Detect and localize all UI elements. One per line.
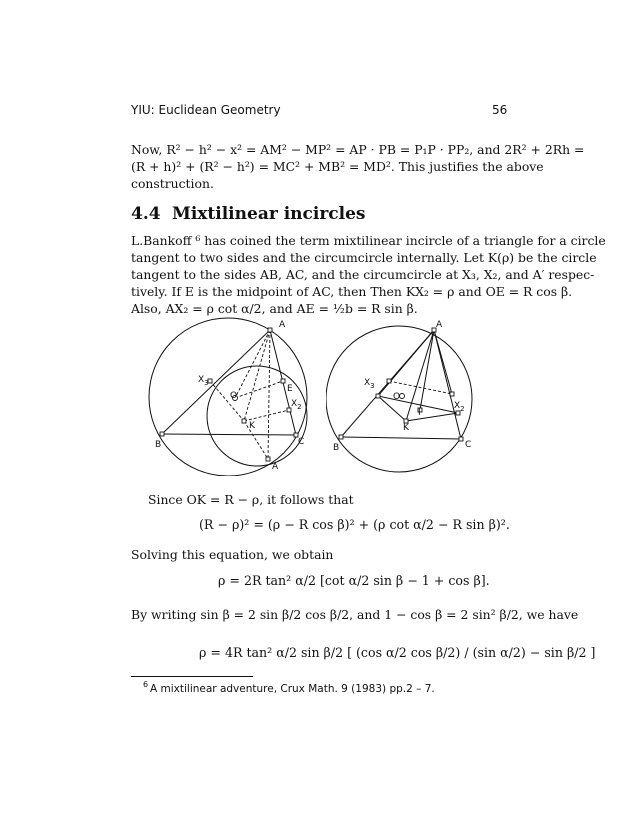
point-b [339,435,343,439]
intro-line-2: (R + h)² + (R² − h²) = MC² + MB² = MD². This justifies the above [131,159,544,174]
label-o: O [230,391,238,401]
section-number: 4.4 [131,204,161,224]
equation-1: (R − ρ)² = (ρ − R cos β)² + (ρ cot α/2 − R sin β)². [199,517,510,532]
point-x3 [376,394,380,398]
figure-incenter-on-chord [326,314,488,476]
equation-2: ρ = 2R tan² α/2 [cot α/2 sin β − 1 + cos β]. [218,573,490,588]
label-x2: $X_2$ [454,401,465,413]
label-x2: $X_2$ [291,399,302,411]
point-b [160,432,164,436]
page-number: 56 [492,103,508,117]
footnote-rule [131,676,253,677]
label-o: O [393,392,401,402]
point-c [459,437,463,441]
point-e [450,392,454,396]
footnote-marker: 6 [143,680,149,689]
label-c: C [465,440,472,450]
point-upper [387,379,391,383]
circumcircle [149,318,307,476]
label-b: B [155,440,162,450]
mixtilinear-incircle [207,366,307,466]
body-line-5: Also, AX₂ = ρ cot α/2, and AE = ½b = R sin β. [131,301,418,316]
label-k: K [403,423,409,433]
label-a: A [279,320,286,330]
point-a [268,328,272,332]
point-k [242,419,246,423]
section-title: Mixtilinear incircles [172,204,366,224]
point-o [400,394,405,399]
point-e [281,379,285,383]
solving-line: Solving this equation, we obtain [131,547,334,562]
body-line-4: tively. If E is the midpoint of AC, then Then KX₂ = ρ and OE = R cos β. [131,284,573,299]
figure-mixtilinear-construction [140,314,320,476]
writing-line: By writing sin β = 2 sin β/2 cos β/2, and 1 − cos β = 2 sin² β/2, we have [131,607,579,622]
body-line-3: tangent to the sides AB, AC, and the circumcircle at X₃, X₂, and A′ respec- [131,267,595,282]
label-b: B [333,443,340,453]
since-line: Since OK = R − ρ, it follows that [148,492,354,507]
point-a-prime [266,457,270,461]
footnote-text: A mixtilinear adventure, Crux Math. 9 (1983) pp.2 – 7. [150,683,435,695]
body-line-2: tangent to two sides and the circumcircle internally. Let K(ρ) be the circle [131,250,597,265]
label-e: E [287,384,293,394]
equation-3: ρ = 4R tan² α/2 sin β/2 [ (cos α/2 cos β/2) / (sin α/2) − sin β/2 ] [199,645,596,660]
triangle-abc [341,330,461,439]
label-a: A [436,320,443,330]
label-a-prime: A′ [272,459,280,472]
label-k: K [249,421,255,431]
body-line-1: L.Bankoff ⁶ has coined the term mixtilinear incircle of a triangle for a circle [131,233,606,248]
intro-line-1: Now, R² − h² − x² = AM² − MP² = AP · PB = P₁P · PP₂, and 2R² + 2Rh = [131,142,585,157]
label-x3: $X_3$ [364,378,375,390]
label-i: I [418,408,421,418]
running-header-title: YIU: Euclidean Geometry [131,103,281,117]
triangle-abc [162,330,296,435]
label-c: C [298,437,305,447]
intro-line-3: construction. [131,176,214,191]
label-x3: $X_3$ [198,375,209,387]
